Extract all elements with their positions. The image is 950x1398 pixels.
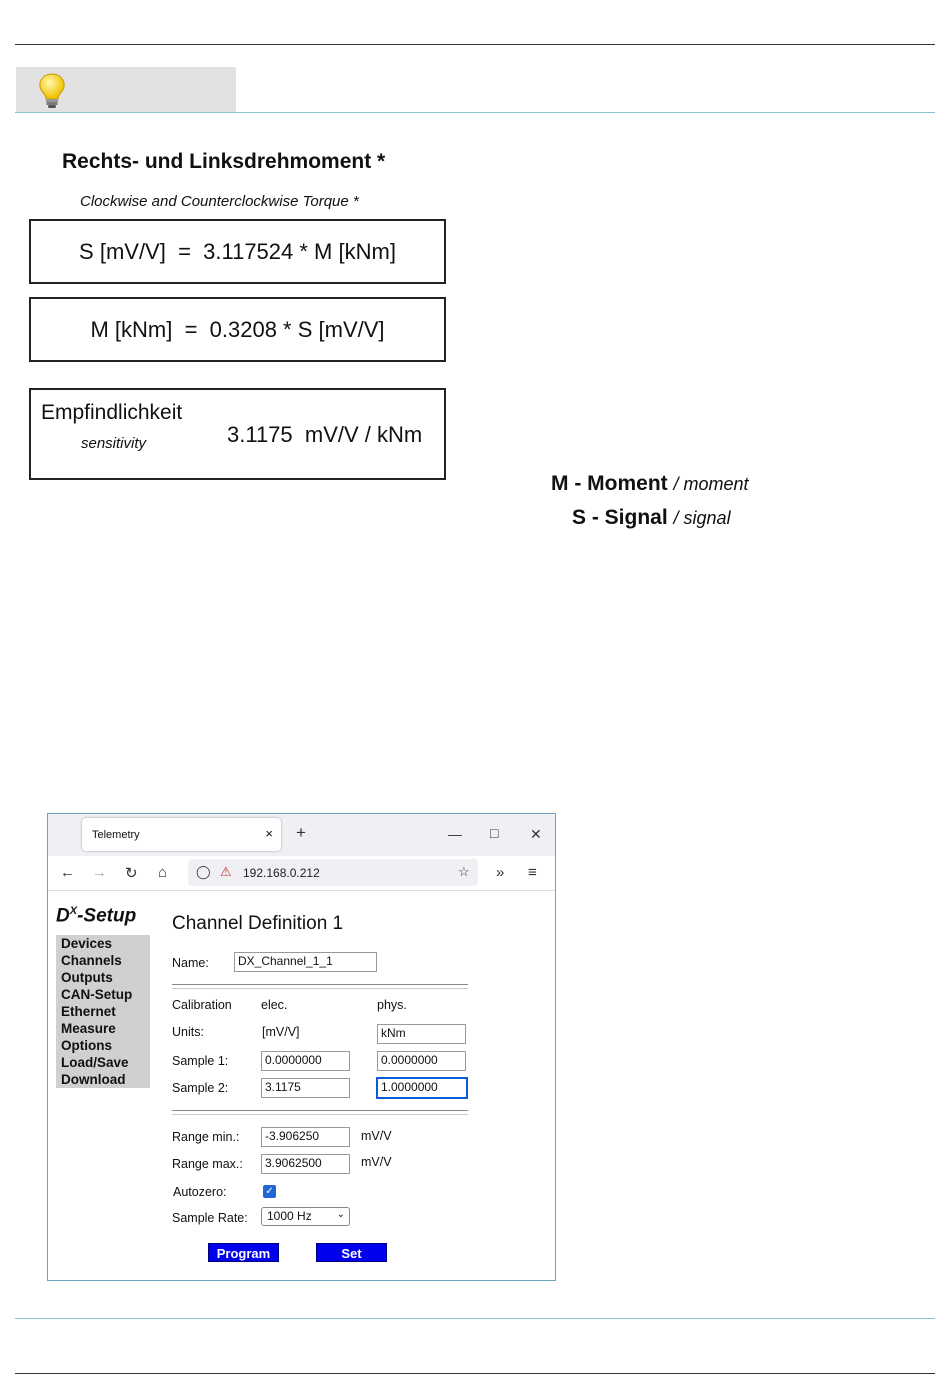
range-max-unit: mV/V xyxy=(361,1155,392,1169)
nav-bar xyxy=(48,856,555,891)
menu-item-devices[interactable]: Devices xyxy=(61,936,113,951)
menu-item-channels[interactable]: Channels xyxy=(61,953,122,968)
sensitivity-box xyxy=(29,388,446,480)
calibration-label: Calibration xyxy=(172,998,232,1012)
name-input[interactable]: DX_Channel_1_1 xyxy=(234,952,377,972)
minimize-icon[interactable]: — xyxy=(448,826,462,842)
sample-rate-value: 1000 Hz xyxy=(267,1209,312,1223)
legend-signal-translation: / signal xyxy=(673,508,731,528)
home-icon[interactable]: ⌂ xyxy=(158,864,168,881)
sample2-elec-input[interactable]: 3.1175 xyxy=(261,1078,350,1098)
menu-item-can-setup[interactable]: CAN-Setup xyxy=(61,987,133,1002)
sample1-elec-input[interactable]: 0.0000000 xyxy=(261,1051,350,1071)
dx-setup-logo: $D^X$-Setup xyxy=(56,905,137,927)
header-rule xyxy=(15,44,935,45)
sample1-phys-input[interactable]: 0.0000000 xyxy=(377,1051,466,1071)
autozero-label: Autozero: xyxy=(173,1185,227,1199)
autozero-checkbox[interactable]: ✓ xyxy=(263,1185,276,1198)
new-tab-button[interactable]: + xyxy=(296,823,306,842)
legend-signal xyxy=(572,506,731,530)
elec-header: elec. xyxy=(261,998,288,1012)
range-min-label: Range min.: xyxy=(172,1130,240,1144)
tab-telemetry[interactable] xyxy=(82,818,281,851)
insecure-lock-icon[interactable]: ⚠ xyxy=(220,864,232,879)
hamburger-menu-icon[interactable]: ≡ xyxy=(528,864,537,881)
page-title: Channel Definition 1 xyxy=(172,913,344,934)
formula-title: Rechts- und Linksdrehmoment * xyxy=(62,150,386,173)
divider xyxy=(172,1110,468,1115)
sample1-label: Sample 1: xyxy=(172,1054,229,1068)
sample2-label: Sample 2: xyxy=(172,1081,229,1095)
tab-title: Telemetry xyxy=(92,829,140,841)
maximize-icon[interactable]: □ xyxy=(490,825,499,841)
menu-item-load-save[interactable]: Load/Save xyxy=(61,1055,129,1070)
units-phys-input[interactable]: kNm xyxy=(377,1024,466,1044)
divider xyxy=(172,984,468,989)
name-label: Name: xyxy=(172,956,209,970)
back-icon[interactable]: ← xyxy=(60,864,75,881)
sensitivity-label: Empfindlichkeit xyxy=(41,401,183,424)
formula-subtitle: Clockwise and Counterclockwise Torque * xyxy=(80,193,359,210)
url-text[interactable]: 192.168.0.212 xyxy=(243,866,320,880)
phys-header: phys. xyxy=(377,998,407,1012)
sample-rate-select[interactable] xyxy=(261,1207,350,1226)
range-min-unit: mV/V xyxy=(361,1129,392,1143)
page-content xyxy=(48,891,555,1281)
browser-window xyxy=(47,813,556,1281)
menu-item-options[interactable]: Options xyxy=(61,1038,112,1053)
range-max-label: Range max.: xyxy=(172,1157,243,1171)
menu-item-outputs[interactable]: Outputs xyxy=(61,970,113,985)
legend-moment-translation: / moment xyxy=(673,474,749,494)
equation-moment-box: M [kNm] = 0.3208 * S [mV/V] xyxy=(29,297,446,362)
close-tab-icon[interactable]: × xyxy=(265,826,273,841)
range-min-input[interactable]: -3.906250 xyxy=(261,1127,350,1147)
side-menu xyxy=(56,935,150,1088)
close-window-icon[interactable]: ✕ xyxy=(530,826,542,842)
sensitivity-value: 3.1175 mV/V / kNm xyxy=(227,422,423,447)
lightbulb-icon xyxy=(36,72,68,110)
overflow-chevrons-icon[interactable]: » xyxy=(496,864,505,881)
units-elec-value: [mV/V] xyxy=(262,1025,300,1039)
tip-rule xyxy=(15,112,935,113)
equation-signal-box: S [mV/V] = 3.117524 * M [kNm] xyxy=(29,219,446,284)
legend-moment-label: M - Moment xyxy=(551,472,668,495)
footer-rule-accent xyxy=(15,1318,935,1319)
legend-moment xyxy=(551,472,749,496)
url-bar[interactable] xyxy=(188,859,478,886)
bookmark-star-icon[interactable]: ☆ xyxy=(458,864,470,879)
footer-rule xyxy=(15,1373,935,1374)
sensitivity-label-en: sensitivity xyxy=(81,435,147,452)
menu-item-download[interactable]: Download xyxy=(61,1072,126,1087)
chevron-down-icon: ⌄ xyxy=(336,1209,345,1220)
shield-icon[interactable]: ◯ xyxy=(196,864,211,879)
menu-item-ethernet[interactable]: Ethernet xyxy=(61,1004,116,1019)
range-max-input[interactable]: 3.9062500 xyxy=(261,1154,350,1174)
units-label: Units: xyxy=(172,1025,204,1039)
tab-bar xyxy=(48,814,555,856)
legend-signal-label: S - Signal xyxy=(572,506,668,529)
sample2-phys-input[interactable]: 1.0000000 xyxy=(376,1077,468,1099)
program-button[interactable]: Program xyxy=(208,1243,279,1262)
forward-icon[interactable]: → xyxy=(92,864,107,881)
reload-icon[interactable]: ↻ xyxy=(125,865,138,882)
sample-rate-label: Sample Rate: xyxy=(172,1211,248,1225)
set-button[interactable]: Set xyxy=(316,1243,387,1262)
menu-item-measure[interactable]: Measure xyxy=(61,1021,116,1036)
